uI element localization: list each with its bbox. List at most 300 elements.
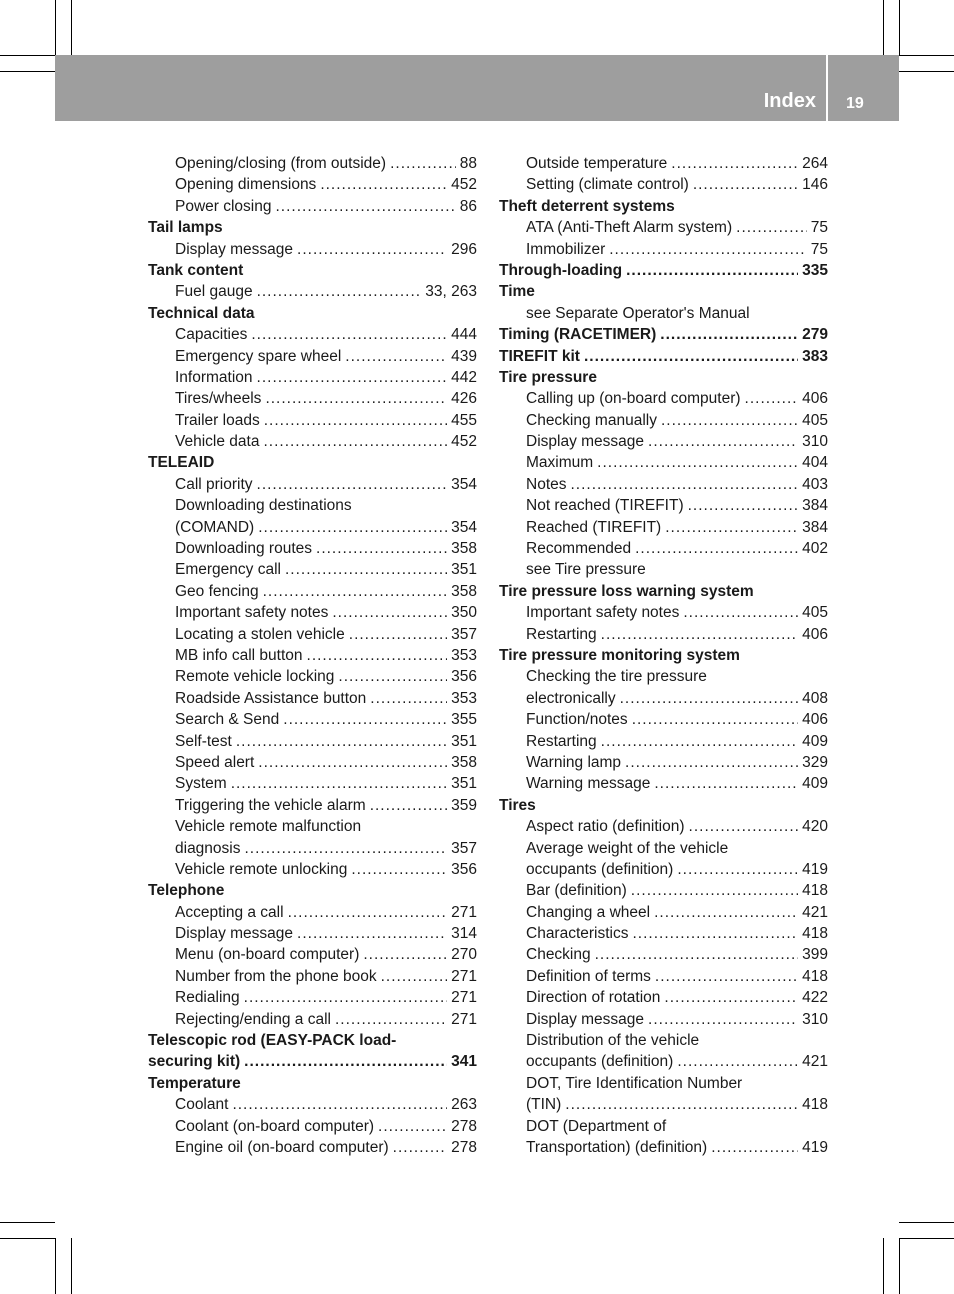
entry-text: Engine oil (on-board computer)	[175, 1138, 389, 1156]
dot-leader	[345, 346, 447, 367]
entry-text: Downloading destinations	[175, 497, 352, 515]
page-reference: 421	[802, 1053, 828, 1071]
page-reference: 310	[802, 433, 828, 451]
dot-leader	[378, 1116, 447, 1137]
dot-leader	[584, 346, 798, 367]
dot-leader	[745, 388, 799, 409]
dot-leader	[257, 474, 448, 495]
index-entry	[148, 1137, 477, 1158]
crop-mark	[899, 71, 954, 72]
entry-text: Redialing	[175, 989, 240, 1007]
dot-leader	[244, 1051, 447, 1072]
entry-text: Emergency call	[175, 561, 281, 579]
dot-leader	[283, 709, 447, 730]
dot-leader	[288, 902, 448, 923]
entry-text: MB info call button	[175, 646, 303, 664]
entry-text: occupants (definition)	[526, 1053, 674, 1071]
index-entry	[499, 474, 828, 495]
dot-leader	[601, 624, 798, 645]
page-reference: 403	[802, 475, 828, 493]
page-reference: 353	[451, 689, 477, 707]
index-entry	[499, 303, 828, 324]
entry-text: Telescopic rod (EASY-PACK load-	[148, 1032, 397, 1050]
index-entry	[499, 239, 828, 260]
dot-leader	[257, 367, 448, 388]
entry-text: Recommended	[526, 540, 632, 558]
crop-mark	[0, 55, 55, 56]
index-entry	[148, 559, 477, 580]
index-heading	[499, 346, 828, 367]
index-entry	[148, 1094, 477, 1115]
entry-text: electronically	[526, 689, 616, 707]
page-reference: 418	[802, 925, 828, 943]
entry-text: Roadside Assistance button	[175, 689, 367, 707]
crop-mark	[0, 1238, 55, 1239]
index-entry	[499, 602, 828, 623]
entry-text: ATA (Anti-Theft Alarm system)	[526, 219, 733, 237]
entry-text: Vehicle remote unlocking	[175, 860, 348, 878]
dot-leader	[264, 410, 447, 431]
entry-text: Display message	[175, 925, 294, 943]
entry-text: Tail lamps	[148, 219, 223, 237]
page-reference: 335	[802, 261, 828, 279]
dot-leader	[595, 944, 799, 965]
entry-text: Geo fencing	[175, 582, 259, 600]
dot-leader	[390, 153, 456, 174]
index-entry	[499, 559, 828, 580]
index-entry	[148, 645, 477, 666]
page-reference: 357	[451, 625, 477, 643]
entry-text: Search & Send	[175, 711, 280, 729]
index-entry	[148, 602, 477, 623]
dot-leader	[693, 174, 798, 195]
dot-leader	[625, 752, 798, 773]
index-entry	[499, 624, 828, 645]
header-divider	[826, 55, 828, 121]
index-entry	[148, 773, 477, 794]
index-entry	[148, 859, 477, 880]
dot-leader	[232, 1094, 447, 1115]
entry-text: see Separate Operator's Manual	[526, 304, 750, 322]
entry-text: (TIN)	[526, 1096, 562, 1114]
entry-text: Self-test	[175, 732, 232, 750]
entry-text: Through-loading	[499, 261, 623, 279]
dot-leader	[655, 966, 798, 987]
page-reference: 278	[451, 1138, 477, 1156]
dot-leader	[297, 923, 447, 944]
page-reference: 406	[802, 390, 828, 408]
entry-text: Calling up (on-board computer)	[526, 390, 741, 408]
index-entry	[499, 495, 828, 516]
dot-leader	[258, 752, 447, 773]
entry-text: Display message	[175, 240, 294, 258]
page-reference: 271	[451, 967, 477, 985]
entry-text: Power closing	[175, 197, 272, 215]
page-reference: 406	[802, 711, 828, 729]
index-entry	[148, 1009, 477, 1030]
index-entry	[148, 174, 477, 195]
dot-leader	[276, 196, 456, 217]
entry-text: Direction of rotation	[526, 989, 661, 1007]
crop-mark	[899, 1238, 900, 1294]
crop-mark	[883, 0, 884, 55]
index-heading	[499, 367, 828, 388]
index-entry	[499, 709, 828, 730]
entry-text: Tire pressure monitoring system	[499, 646, 740, 664]
index-entry	[148, 923, 477, 944]
index-entry	[148, 902, 477, 923]
page-reference: 329	[802, 753, 828, 771]
index-entry	[499, 752, 828, 773]
index-entry	[148, 538, 477, 559]
entry-text: TIREFIT kit	[499, 347, 580, 365]
page-reference: 421	[802, 903, 828, 921]
index-entry	[499, 1073, 828, 1094]
page-title: Index	[763, 90, 816, 112]
page-reference: 278	[451, 1117, 477, 1135]
index-entry	[499, 1030, 828, 1051]
page-reference: 418	[802, 967, 828, 985]
dot-leader	[648, 1009, 798, 1030]
index-entry	[148, 838, 477, 859]
index-entry	[499, 217, 828, 238]
page-reference: 271	[451, 989, 477, 1007]
crop-mark	[899, 0, 900, 55]
dot-leader	[654, 902, 798, 923]
dot-leader	[316, 538, 447, 559]
dot-leader	[565, 1094, 798, 1115]
dot-leader	[297, 239, 447, 260]
page-reference: 341	[451, 1053, 477, 1071]
page-reference: 406	[802, 625, 828, 643]
index-entry	[499, 1137, 828, 1158]
crop-mark	[55, 1238, 56, 1294]
index-entry	[499, 666, 828, 687]
page-reference: 455	[451, 411, 477, 429]
dot-leader	[632, 709, 798, 730]
entry-text: Distribution of the vehicle	[526, 1032, 700, 1050]
index-entry	[148, 153, 477, 174]
dot-leader	[351, 859, 447, 880]
index-heading	[499, 281, 828, 302]
dot-leader	[631, 880, 798, 901]
entry-text: Timing (RACETIMER)	[499, 326, 657, 344]
entry-text: Menu (on-board computer)	[175, 946, 360, 964]
page-reference: 420	[802, 818, 828, 836]
crop-mark	[899, 1222, 954, 1223]
page-reference: 351	[451, 561, 477, 579]
index-entry	[148, 410, 477, 431]
index-entry	[148, 281, 477, 302]
entry-text: (COMAND)	[175, 518, 255, 536]
index-entry	[499, 452, 828, 473]
dot-leader	[571, 474, 799, 495]
entry-text: Rejecting/ending a call	[175, 1010, 331, 1028]
dot-leader	[633, 923, 799, 944]
page-reference: 263	[451, 1096, 477, 1114]
entry-text: Tires/wheels	[175, 390, 262, 408]
index-heading	[148, 1051, 477, 1072]
index-heading	[148, 1073, 477, 1094]
entry-text: TELEAID	[148, 454, 215, 472]
entry-text: Bar (definition)	[526, 882, 627, 900]
page-reference: 405	[802, 604, 828, 622]
entry-text: Changing a wheel	[526, 903, 651, 921]
dot-leader	[711, 1137, 798, 1158]
page-reference: 279	[802, 326, 828, 344]
dot-leader	[665, 517, 798, 538]
index-entry	[499, 517, 828, 538]
dot-leader	[257, 281, 422, 302]
index-entry	[499, 431, 828, 452]
entry-text: Capacities	[175, 326, 248, 344]
index-entry	[148, 987, 477, 1008]
crop-mark	[55, 0, 56, 55]
entry-text: occupants (definition)	[526, 860, 674, 878]
index-entry	[148, 517, 477, 538]
entry-text: Important safety notes	[175, 604, 329, 622]
entry-text: see Tire pressure	[526, 561, 646, 579]
index-column-left	[148, 153, 477, 1158]
dot-leader	[251, 324, 447, 345]
index-heading	[499, 795, 828, 816]
page-reference: 310	[802, 1010, 828, 1028]
index-heading	[148, 217, 477, 238]
entry-text: Tire pressure	[499, 368, 597, 386]
entry-text: Restarting	[526, 625, 597, 643]
page-reference: 356	[451, 668, 477, 686]
dot-leader	[263, 581, 448, 602]
dot-leader	[597, 452, 798, 473]
index-entry	[499, 731, 828, 752]
index-entry	[499, 1051, 828, 1072]
index-entry	[499, 688, 828, 709]
page-reference: 264	[802, 155, 828, 172]
entry-text: Downloading routes	[175, 540, 313, 558]
index-entry	[499, 174, 828, 195]
entry-text: Trailer loads	[175, 411, 260, 429]
entry-text: Speed alert	[175, 753, 255, 771]
entry-text: Checking the tire pressure	[526, 668, 707, 686]
page-reference: 351	[451, 775, 477, 793]
index-entry	[148, 581, 477, 602]
page-reference: 442	[451, 368, 477, 386]
dot-leader	[654, 773, 798, 794]
crop-mark	[0, 1222, 55, 1223]
index-entry	[148, 731, 477, 752]
index-heading	[148, 880, 477, 901]
index-entry	[148, 1116, 477, 1137]
page-reference: 75	[810, 219, 828, 237]
index-heading	[148, 452, 477, 473]
page-reference: 383	[802, 347, 828, 365]
dot-leader	[245, 838, 448, 859]
dot-leader	[683, 602, 798, 623]
dot-leader	[609, 239, 807, 260]
entry-text: Information	[175, 368, 253, 386]
dot-leader	[626, 260, 798, 281]
index-heading	[148, 260, 477, 281]
crop-mark	[71, 1238, 72, 1294]
page-reference: 86	[459, 197, 477, 215]
page-number: 19	[846, 95, 864, 112]
entry-text: System	[175, 775, 227, 793]
page-reference: 452	[451, 433, 477, 451]
dot-leader	[648, 431, 798, 452]
entry-text: Time	[499, 283, 535, 301]
page-reference: 270	[451, 946, 477, 964]
page-reference: 88	[459, 155, 477, 172]
index-entry	[499, 816, 828, 837]
index-entry	[499, 987, 828, 1008]
index-entry	[499, 1009, 828, 1030]
crop-mark	[71, 0, 72, 55]
page-reference: 439	[451, 347, 477, 365]
index-heading	[499, 581, 828, 602]
index-heading	[499, 324, 828, 345]
entry-text: Coolant (on-board computer)	[175, 1117, 375, 1135]
page-reference: 405	[802, 411, 828, 429]
entry-text: Coolant	[175, 1096, 229, 1114]
entry-text: Number from the phone book	[175, 967, 377, 985]
index-entry	[148, 346, 477, 367]
page-reference: 350	[451, 604, 477, 622]
index-entry	[148, 624, 477, 645]
dot-leader	[338, 666, 447, 687]
entry-text: Vehicle remote malfunction	[175, 818, 362, 836]
page-reference: 418	[802, 1096, 828, 1114]
entry-text: Accepting a call	[175, 903, 284, 921]
entry-text: Tires	[499, 796, 536, 814]
page-reference: 444	[451, 326, 477, 344]
entry-text: Opening/closing (from outside)	[175, 155, 387, 172]
index-entry	[499, 902, 828, 923]
page-reference: 75	[810, 240, 828, 258]
page-reference: 354	[451, 518, 477, 536]
index-heading	[148, 1030, 477, 1051]
dot-leader	[370, 795, 447, 816]
dot-leader	[307, 645, 448, 666]
dot-leader	[688, 495, 799, 516]
index-entry	[148, 709, 477, 730]
index-entry	[499, 153, 828, 174]
dot-leader	[320, 174, 447, 195]
entry-text: Technical data	[148, 304, 255, 322]
index-entry	[499, 880, 828, 901]
entry-text: Function/notes	[526, 711, 628, 729]
index-entry	[499, 410, 828, 431]
dot-leader	[736, 217, 807, 238]
entry-text: Checking manually	[526, 411, 657, 429]
entry-text: Notes	[526, 475, 567, 493]
entry-text: Tank content	[148, 261, 244, 279]
dot-leader	[236, 731, 447, 752]
dot-leader	[363, 944, 447, 965]
page-reference: 404	[802, 454, 828, 472]
page-reference: 146	[802, 176, 828, 194]
entry-text: Reached (TIREFIT)	[526, 518, 662, 536]
index-entry	[148, 688, 477, 709]
crop-mark	[883, 1238, 884, 1294]
entry-text: DOT (Department of	[526, 1117, 667, 1135]
index-entry	[499, 859, 828, 880]
page-reference: 418	[802, 882, 828, 900]
dot-leader	[661, 410, 798, 431]
entry-text: Maximum	[526, 454, 594, 472]
dot-leader	[265, 388, 447, 409]
index-entry	[499, 944, 828, 965]
entry-text: Warning lamp	[526, 753, 622, 771]
entry-text: Theft deterrent systems	[499, 197, 675, 215]
index-entry	[148, 367, 477, 388]
dot-leader	[258, 517, 447, 538]
entry-text: Display message	[526, 433, 645, 451]
page-reference: 356	[451, 860, 477, 878]
page-reference: 354	[451, 475, 477, 493]
page-reference: 358	[451, 753, 477, 771]
dot-leader	[677, 859, 798, 880]
index-entry	[499, 966, 828, 987]
index-entry	[148, 196, 477, 217]
index-heading	[499, 196, 828, 217]
page-reference: 314	[451, 925, 477, 943]
page-reference: 353	[451, 646, 477, 664]
dot-leader	[370, 688, 447, 709]
dot-leader	[671, 153, 798, 174]
page-reference: 296	[451, 240, 477, 258]
entry-text: Checking	[526, 946, 591, 964]
page-reference: 358	[451, 582, 477, 600]
dot-leader	[689, 816, 799, 837]
dot-leader	[285, 559, 447, 580]
page-reference: 355	[451, 711, 477, 729]
page-reference: 399	[802, 946, 828, 964]
index-entry	[148, 752, 477, 773]
entry-text: DOT, Tire Identification Number	[526, 1074, 743, 1092]
entry-text: diagnosis	[175, 839, 241, 857]
dot-leader	[263, 431, 447, 452]
index-entry	[148, 388, 477, 409]
page-reference: 351	[451, 732, 477, 750]
entry-text: Locating a stolen vehicle	[175, 625, 345, 643]
entry-text: Triggering the vehicle alarm	[175, 796, 366, 814]
entry-text: Opening dimensions	[175, 176, 317, 194]
index-entry	[148, 474, 477, 495]
crop-mark	[899, 1238, 954, 1239]
dot-leader	[349, 624, 447, 645]
index-entry	[148, 966, 477, 987]
page-reference: 402	[802, 540, 828, 558]
index-entry	[148, 495, 477, 516]
entry-text: Telephone	[148, 882, 225, 900]
dot-leader	[332, 602, 447, 623]
entry-text: Tire pressure loss warning system	[499, 582, 754, 600]
entry-text: Fuel gauge	[175, 283, 253, 301]
index-entry	[148, 944, 477, 965]
entry-text: Immobilizer	[526, 240, 606, 258]
page-reference: 452	[451, 176, 477, 194]
dot-leader	[677, 1051, 798, 1072]
page-reference: 358	[451, 540, 477, 558]
dot-leader	[620, 688, 799, 709]
entry-text: Average weight of the vehicle	[526, 839, 729, 857]
dot-leader	[660, 324, 798, 345]
dot-leader	[381, 966, 448, 987]
page-reference: 359	[451, 796, 477, 814]
index-heading	[148, 303, 477, 324]
dot-leader	[244, 987, 447, 1008]
dot-leader	[664, 987, 798, 1008]
